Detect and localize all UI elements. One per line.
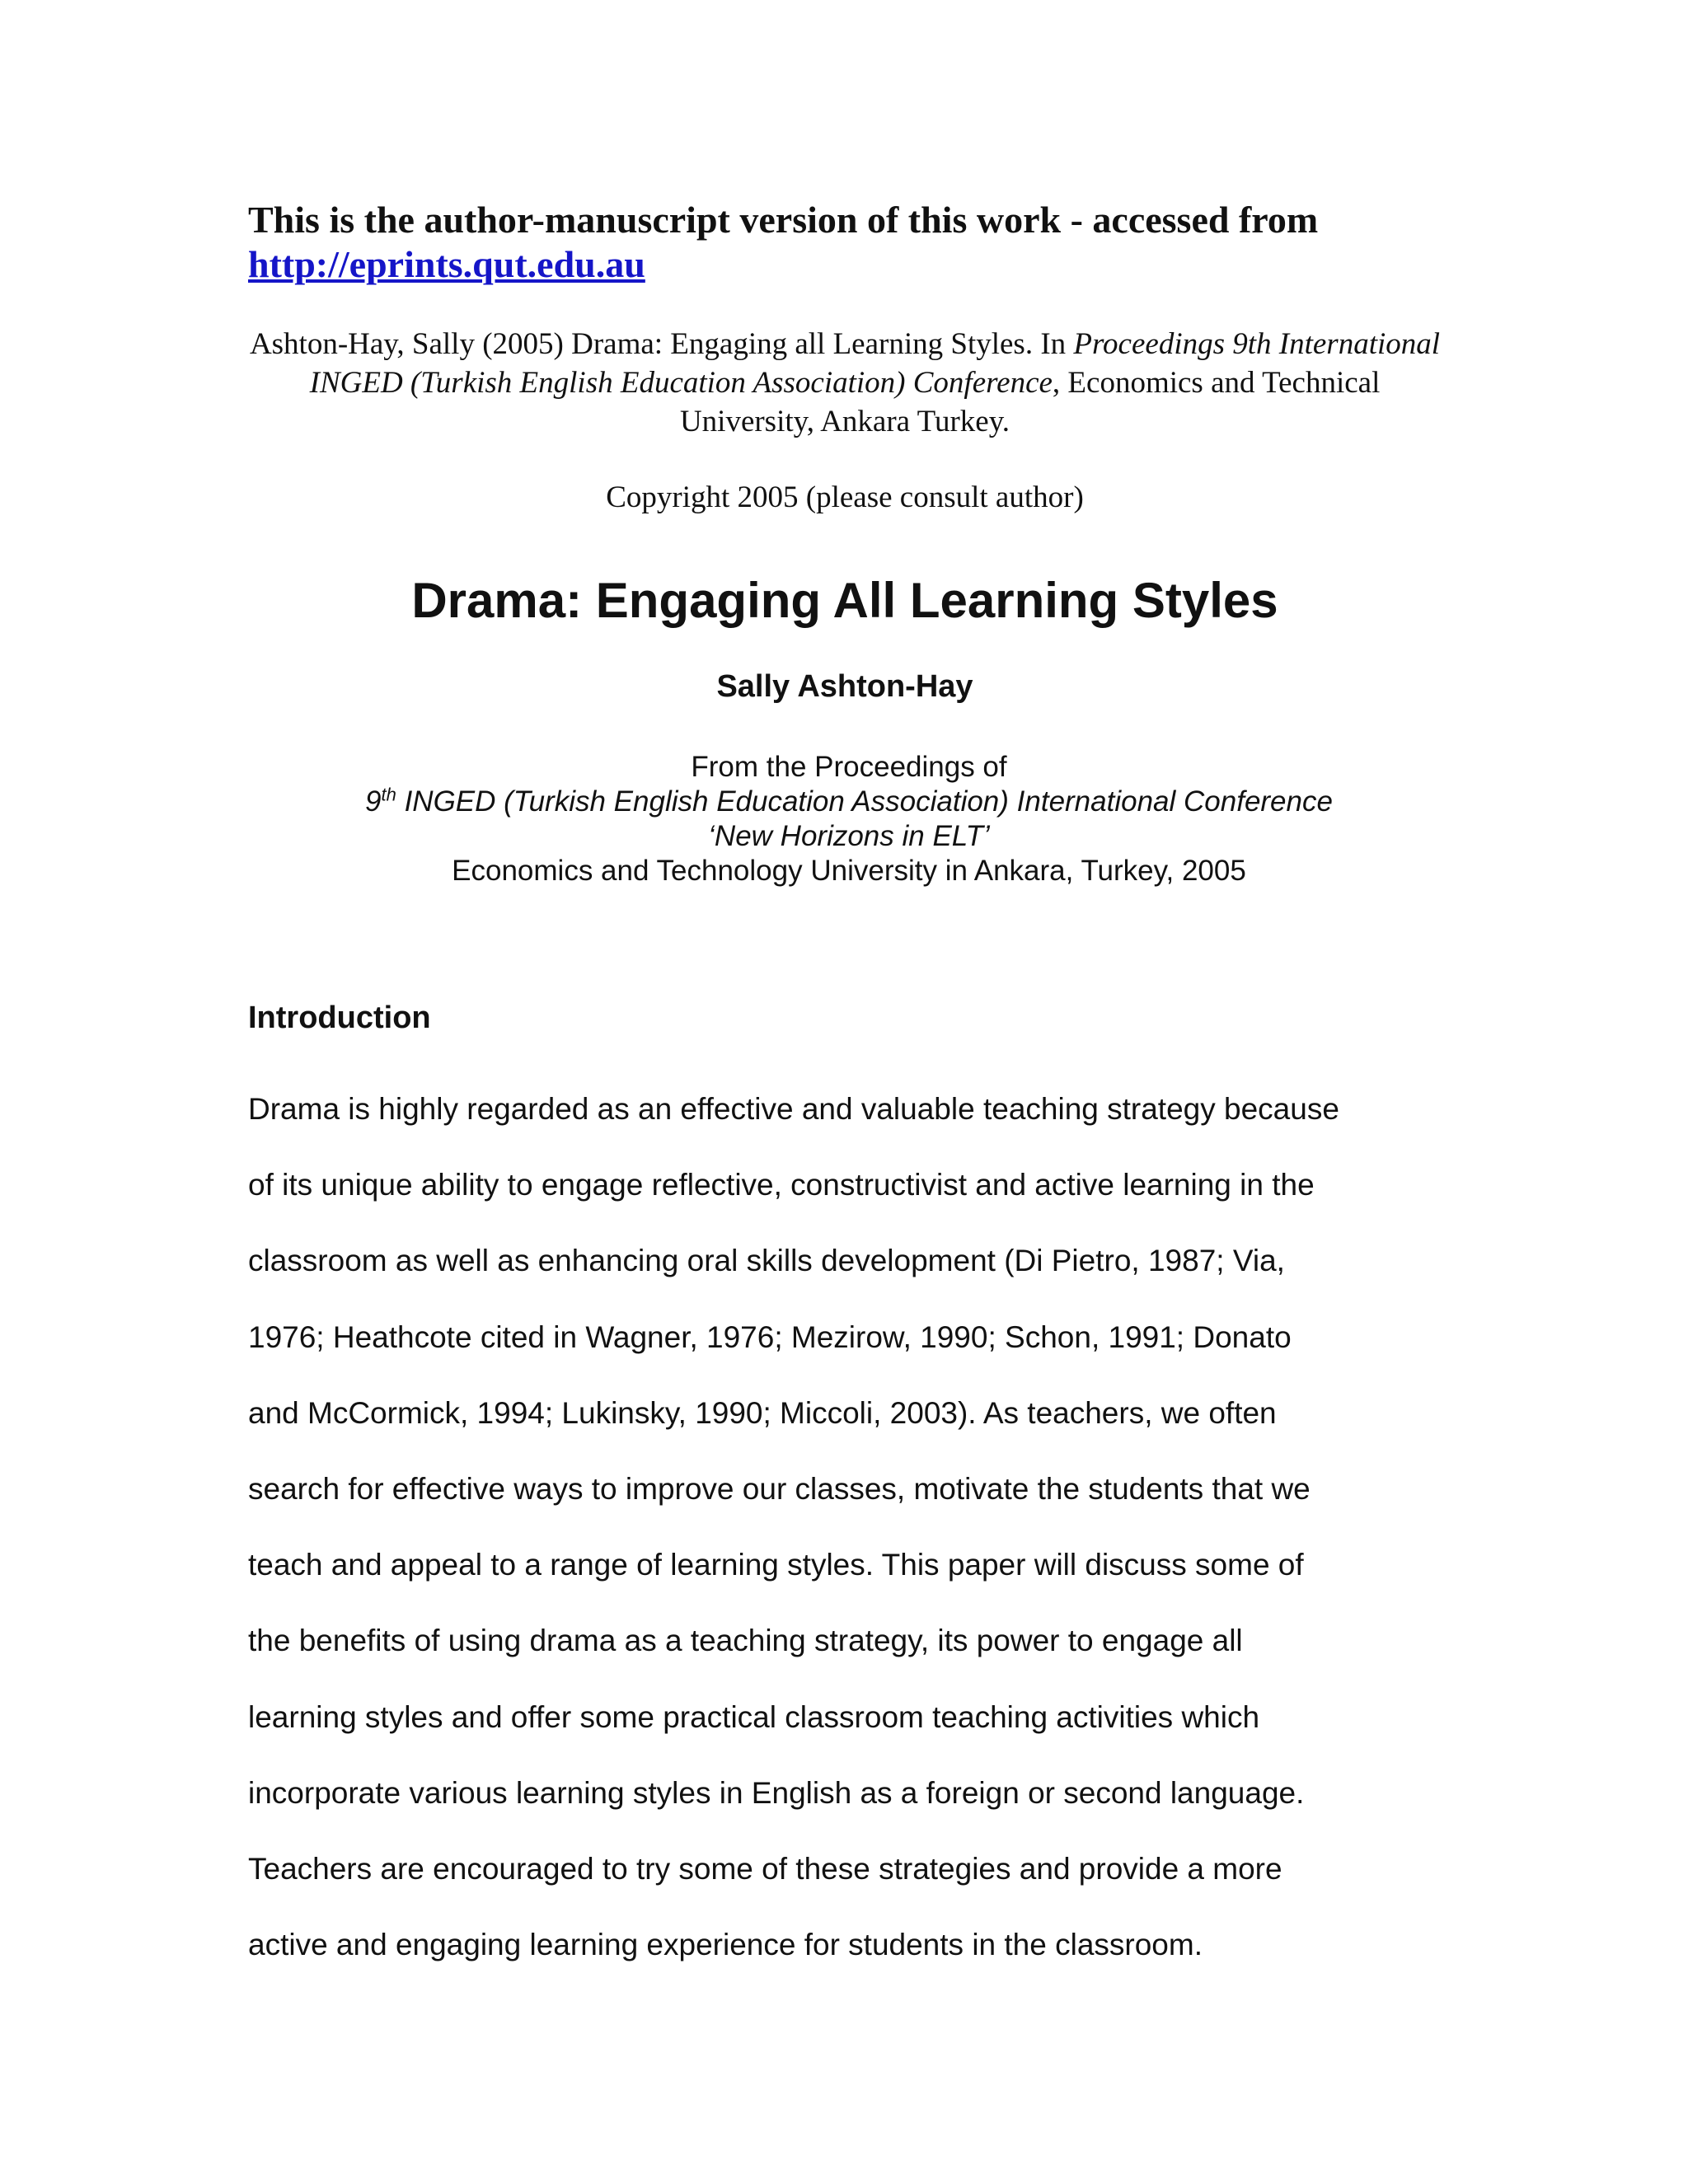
introduction-paragraph xyxy=(248,1071,1451,1983)
paragraph-line: 1976; Heathcote cited in Wagner, 1976; Mezirow, 1990; Schon, 1991; Donato xyxy=(248,1319,1292,1354)
paragraph-line: and McCormick, 1994; Lukinsky, 1990; Miccoli, 2003). As teachers, we often xyxy=(248,1395,1277,1430)
proceedings-line-2 xyxy=(247,785,1451,819)
citation xyxy=(247,325,1442,441)
citation-venue: Proceedings 9th International INGED (Turkish English Education Association) Conference xyxy=(309,327,1441,400)
paragraph-line: classroom as well as enhancing oral skills development (Di Pietro, 1987; Via, xyxy=(248,1244,1285,1278)
paragraph-line: teach and appeal to a range of learning styles. This paper will discuss some of xyxy=(248,1548,1304,1582)
conference-number: 9 xyxy=(365,785,382,818)
paragraph-line: search for effective ways to improve our classes, motivate the students that we xyxy=(248,1472,1311,1507)
conference-name: INGED (Turkish English Education Association) International Conference xyxy=(396,785,1333,818)
paragraph-line: of its unique ability to engage reflective, constructivist and active learning in the xyxy=(248,1168,1315,1202)
section-heading-introduction: Introduction xyxy=(248,1001,431,1035)
paper-title: Drama: Engaging All Learning Styles xyxy=(411,573,1278,628)
proceedings-block xyxy=(247,750,1451,888)
paragraph-line: active and engaging learning experience for students in the classroom. xyxy=(248,1928,1203,1962)
paragraph-line: learning styles and offer some practical classroom teaching activities which xyxy=(248,1699,1260,1734)
citation-pre: Ashton-Hay, Sally (2005) Drama: Engaging all Learning Styles. In xyxy=(249,327,1074,361)
proceedings-line-4: Economics and Technology University in Ankara, Turkey, 2005 xyxy=(452,855,1246,887)
copyright-notice: Copyright 2005 (please consult author) xyxy=(606,480,1084,514)
manuscript-notice xyxy=(248,198,1451,287)
citation-post: , Economics and Technical University, Ankara Turkey. xyxy=(679,366,1381,438)
proceedings-line-3: ‘New Horizons in ELT’ xyxy=(708,820,990,852)
paragraph-line: the benefits of using drama as a teaching strategy, its power to engage all xyxy=(248,1624,1243,1658)
paragraph-line: incorporate various learning styles in English as a foreign or second language. xyxy=(248,1775,1305,1810)
eprints-link[interactable]: http://eprints.qut.edu.au xyxy=(248,243,645,285)
proceedings-line-1: From the Proceedings of xyxy=(691,751,1007,783)
paragraph-line: Drama is highly regarded as an effective and valuable teaching strategy because xyxy=(248,1092,1339,1126)
paragraph-line: Teachers are encouraged to try some of these strategies and provide a more xyxy=(248,1852,1282,1886)
notice-text: This is the author-manuscript version of this work - accessed from xyxy=(248,199,1319,241)
ordinal-suffix: th xyxy=(381,784,396,805)
author-name: Sally Ashton-Hay xyxy=(716,669,973,704)
